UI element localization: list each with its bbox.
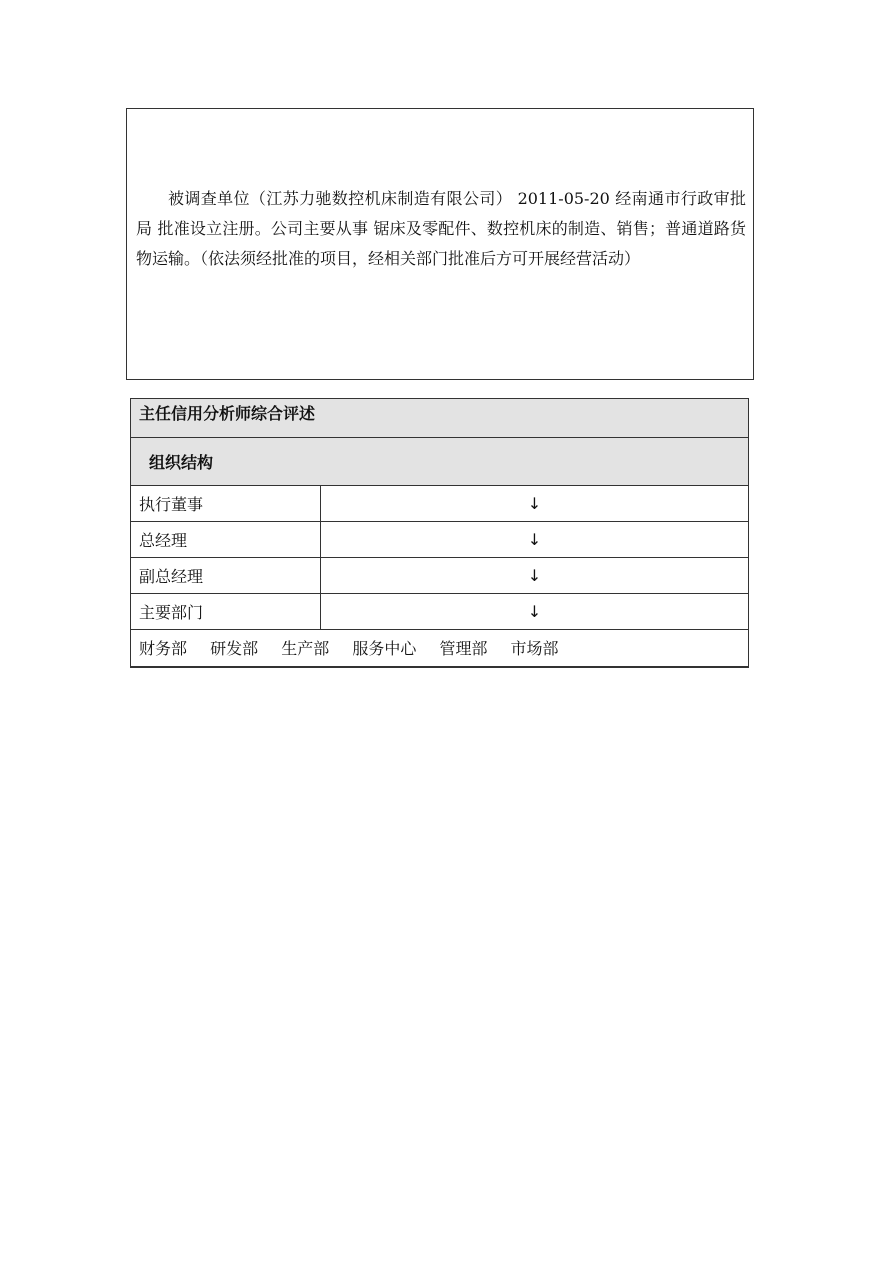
down-arrow-icon: ↓ (321, 522, 749, 558)
table-row (131, 558, 749, 594)
department-item: 服务中心 (352, 639, 417, 659)
review-title: 主任信用分析师综合评述 (131, 399, 749, 438)
role-label: 执行董事 (131, 486, 321, 522)
department-item: 财务部 (139, 639, 188, 659)
department-item: 研发部 (210, 639, 259, 659)
role-label: 副总经理 (131, 558, 321, 594)
down-arrow-icon: ↓ (321, 558, 749, 594)
org-structure-heading: 组织结构 (131, 438, 749, 486)
department-list (131, 630, 749, 667)
table-row (131, 594, 749, 630)
role-label: 总经理 (131, 522, 321, 558)
department-item: 生产部 (281, 639, 330, 659)
down-arrow-icon: ↓ (321, 486, 749, 522)
company-intro-paragraph: 被调查单位（江苏力驰数控机床制造有限公司） 2011-05-20 经南通市行政审批局 批准设立注册。公司主要从事 锯床及零配件、数控机床的制造、销售；普通道路货物运输。（依法须经批准的项目，经相关部门批准后方可开展经营活动） (136, 189, 746, 268)
credit-review-table (130, 398, 749, 668)
table-row (131, 522, 749, 558)
department-item: 市场部 (510, 639, 559, 659)
role-label: 主要部门 (131, 594, 321, 630)
table-row (131, 486, 749, 522)
company-intro-box (126, 108, 754, 380)
down-arrow-icon: ↓ (321, 594, 749, 630)
department-item: 管理部 (439, 639, 488, 659)
